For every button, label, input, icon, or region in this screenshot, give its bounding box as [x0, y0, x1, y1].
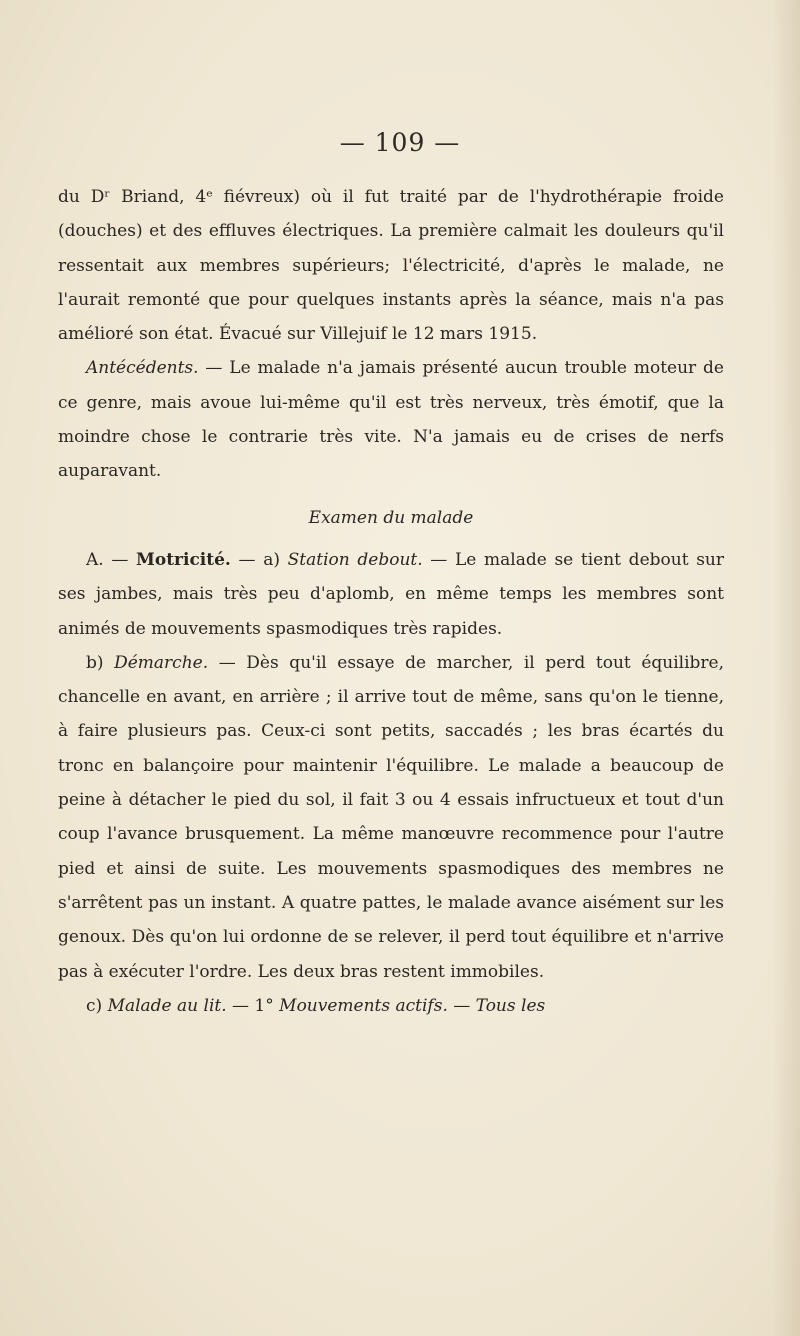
tous-les-label: Tous les: [475, 995, 546, 1016]
motricite-sub-prefix: — a): [230, 549, 288, 570]
paragraph-continuation: du Dʳ Briand, 4ᵉ fiévreux) où il fut traité par de l'hydrothérapie froide (douches) et des effluves électriques. La première calmait les douleurs qu'il ressentait aux membres supérieurs; l'électricité, d'après le malade, ne l'aurait remonté que pour quelques instants après la séance, mais n'a pas amélioré son état. Évacué sur Villejuif le 12 mars 1915.: [58, 187, 724, 345]
antecedents-text: — Le malade n'a jamais présenté aucun trouble moteur de ce genre, mais avoue lui-même qu'il est très nerveux, très émotif, que la moindre chose le contrarie très vite. N'a jamais eu de crises de nerfs auparavant.: [58, 358, 724, 482]
paragraph-demarche: [58, 646, 724, 989]
body-text: [58, 180, 724, 1023]
malade-au-lit-prefix: c): [86, 995, 108, 1016]
page-edge-shadow: [772, 0, 800, 1336]
station-debout-label: Station debout.: [287, 549, 423, 570]
malade-au-lit-tail: —: [447, 995, 476, 1016]
demarche-text: — Dès qu'il essaye de marcher, il perd tout équilibre, chancelle en avant, en arrière ; il arrive tout de même, sans qu'on le tienne, à faire plusieurs pas. Ceux-ci sont petits, saccadés ; les bras écartés du tronc en balançoire pour maintenir l'équilibre. Le malade a beaucoup de peine à détacher le pied du sol, il fait 3 ou 4 essais infructueux et tout d'un coup l'avance brusquement. La même manœuvre recommence pour l'autre pied et ainsi de suite. Les mouvements spasmodiques des membres ne s'arrêtent pas un instant. A quatre pattes, le malade avance aisément sur les genoux. Dès qu'on lui ordonne de se relever, il perd tout équilibre et n'arrive pas à exécuter l'ordre. Les deux bras restent immobiles.: [58, 652, 724, 982]
paragraph-malade-au-lit: [58, 989, 724, 1023]
antecedents-label: Antécédents.: [86, 358, 199, 379]
malade-au-lit-mid: — 1°: [226, 995, 280, 1016]
motricite-text: — Le malade se tient debout sur ses jambes, mais très peu d'aplomb, en même temps les membres sont animés de mouvements spasmodiques très rapides.: [58, 549, 724, 639]
demarche-label: Démarche.: [114, 652, 209, 673]
paragraph-antecedents: [58, 351, 724, 488]
section-heading: Examen du malade: [308, 507, 474, 528]
page-number: — 109 —: [339, 128, 461, 157]
malade-au-lit-label: Malade au lit.: [107, 995, 227, 1016]
motricite-label: Motricité.: [136, 549, 231, 570]
demarche-prefix: b): [86, 652, 115, 673]
motricite-prefix: A. —: [86, 549, 137, 570]
mouvements-actifs-label: Mouvements actifs.: [279, 995, 448, 1016]
paragraph-motricite: [58, 543, 724, 646]
